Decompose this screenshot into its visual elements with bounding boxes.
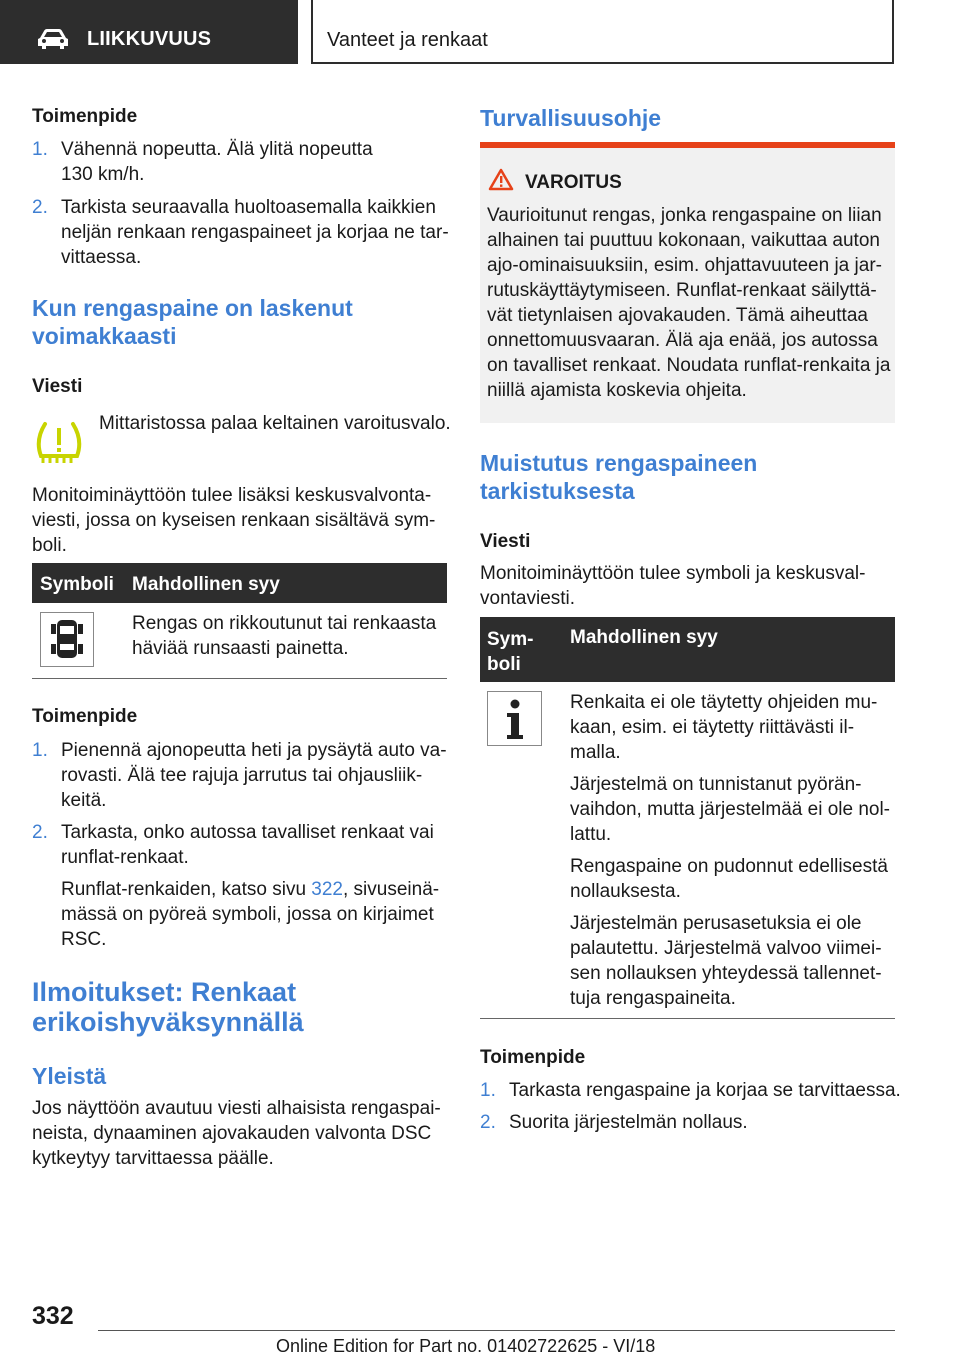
- warning-bar: [480, 142, 895, 148]
- table-row: [480, 682, 895, 1019]
- list-item: 1. Pienennä ajonopeutta heti ja pysäytä auto va- rovasti. Älä tee rajuja jarrutus tai ohjausliik- keitä.: [32, 740, 447, 811]
- list-item: 2. Tarkista seuraavalla huoltoasemalla kaikkien neljän renkaan rengaspaineet ja korjaa ne tar- vittaessa.: [32, 197, 449, 268]
- section-title: LIIKKUVUUS: [87, 28, 212, 50]
- toimenpide-heading-1: Toimenpide: [32, 106, 138, 127]
- safety-heading: Turvallisuusohje: [480, 105, 662, 131]
- footer-divider: [98, 1330, 895, 1331]
- page-link-322[interactable]: 322: [311, 879, 343, 900]
- viesti-label-right: Viesti: [480, 531, 531, 552]
- column-header-cause: Mahdollinen syy: [570, 627, 718, 648]
- section-heading-reminder: Muistutus rengaspaineen tarkistuksesta: [480, 450, 758, 504]
- tire-pressure-warning-icon: [33, 420, 85, 466]
- warning-triangle-icon: [488, 168, 514, 191]
- warning-box: [480, 142, 895, 423]
- table-cell-cause: Rengas on rikkoutunut tai renkaasta häviää runsaasti painetta.: [132, 613, 437, 659]
- viesti-label: Viesti: [32, 376, 83, 397]
- page-number: 332: [32, 1302, 74, 1330]
- toimenpide-heading-2: Toimenpide: [32, 706, 138, 727]
- section-heading-pressure: Kun rengaspaine on laskenut voimakkaasti: [32, 295, 353, 349]
- column-header-symbol: Sym- boli: [487, 629, 534, 675]
- info-icon: [487, 691, 542, 746]
- runflat-reference: Runflat-renkaiden, katso sivu 322, sivuseinä-: [61, 879, 440, 900]
- warning-text: Vaurioitunut rengas, jonka rengaspaine on liian alhainen tai puuttuu kokonaan, vaikuttaa auton ajo-ominaisuuksiin, esim. ohjattavuuteen ja jar- rutuskäyttäytymiseen. Runflat-renkaat säilyttä- vät tietynlaisen ajovakauden. Tämä aiheuttaa onnettomuusvaaran. Älä aja enää, jos autossa on tavalliset renkaat. Noudata runflat-renkaita ja niillä ajamista koskevia ohjeita.: [487, 205, 891, 401]
- list-item: 1. Vähennä nopeutta. Älä ylitä nopeutta 130 km/h.: [32, 139, 373, 185]
- table-row: [32, 603, 447, 679]
- column-header-symbol: Symboli: [40, 574, 114, 595]
- edition-text: Online Edition for Part no. 01402722625 - VI/18: [276, 1336, 656, 1356]
- list-item: 2. Suorita järjestelmän nollaus.: [480, 1112, 748, 1133]
- table-header: [32, 563, 447, 603]
- header-chapter-tab: [311, 0, 894, 64]
- list-item: 2. Tarkasta, onko autossa tavalliset renkaat vai runflat-renkaat. Runflat-renkaiden, katso sivu 322, sivuseinä- mässä on pyöreä symboli, jossa on kirjaimet RSC.: [32, 822, 440, 950]
- table-header-right: [480, 617, 895, 682]
- flat-tire-car-icon: [40, 612, 94, 667]
- subheading-general: Yleistä: [32, 1063, 107, 1089]
- monitor-text: Monitoiminäyttöön tulee lisäksi keskusvalvonta- viesti, jossa on kyseisen renkaan sisältävä sym- boli.: [32, 485, 436, 556]
- toimenpide-heading-3: Toimenpide: [480, 1047, 586, 1068]
- general-text: Jos näyttöön avautuu viesti alhaisista rengaspai- neista, dynaaminen ajovakauden valvonta DSC kytkeytyy tarvittaessa päälle.: [32, 1098, 441, 1169]
- monitor-text-right: Monitoiminäyttöön tulee symboli ja keskusval- vontaviesti.: [480, 563, 866, 609]
- chapter-title: Vanteet ja renkaat: [327, 29, 488, 51]
- warning-title: VAROITUS: [525, 172, 622, 193]
- column-header-cause: Mahdollinen syy: [132, 574, 280, 595]
- list-item: 1. Tarkasta rengaspaine ja korjaa se tarvittaessa.: [480, 1080, 901, 1101]
- section-heading-notices: Ilmoitukset: Renkaat erikoishyväksynnällä: [32, 977, 304, 1037]
- warning-lamp-text: Mittaristossa palaa keltainen varoitusvalo.: [99, 413, 451, 434]
- table-cell-causes: Renkaita ei ole täytetty ohjeiden mu- kaan, esim. ei täytetty riittävästi il- malla. Järjestelmä on tunnistanut pyörän- vaihdon, mutta järjestelmää ei ole nol- lattu. Rengaspaine on pudonnut edellisestä nollauksesta. Järjestelmän perusasetuksia ei ole palautettu. Järjestelmä valvoo viimei- sen nollauksen yhteydessä tallennet- tuja rengaspaineita.: [570, 692, 891, 1009]
- car-icon: [36, 28, 70, 50]
- header-section-tab: [0, 0, 298, 64]
